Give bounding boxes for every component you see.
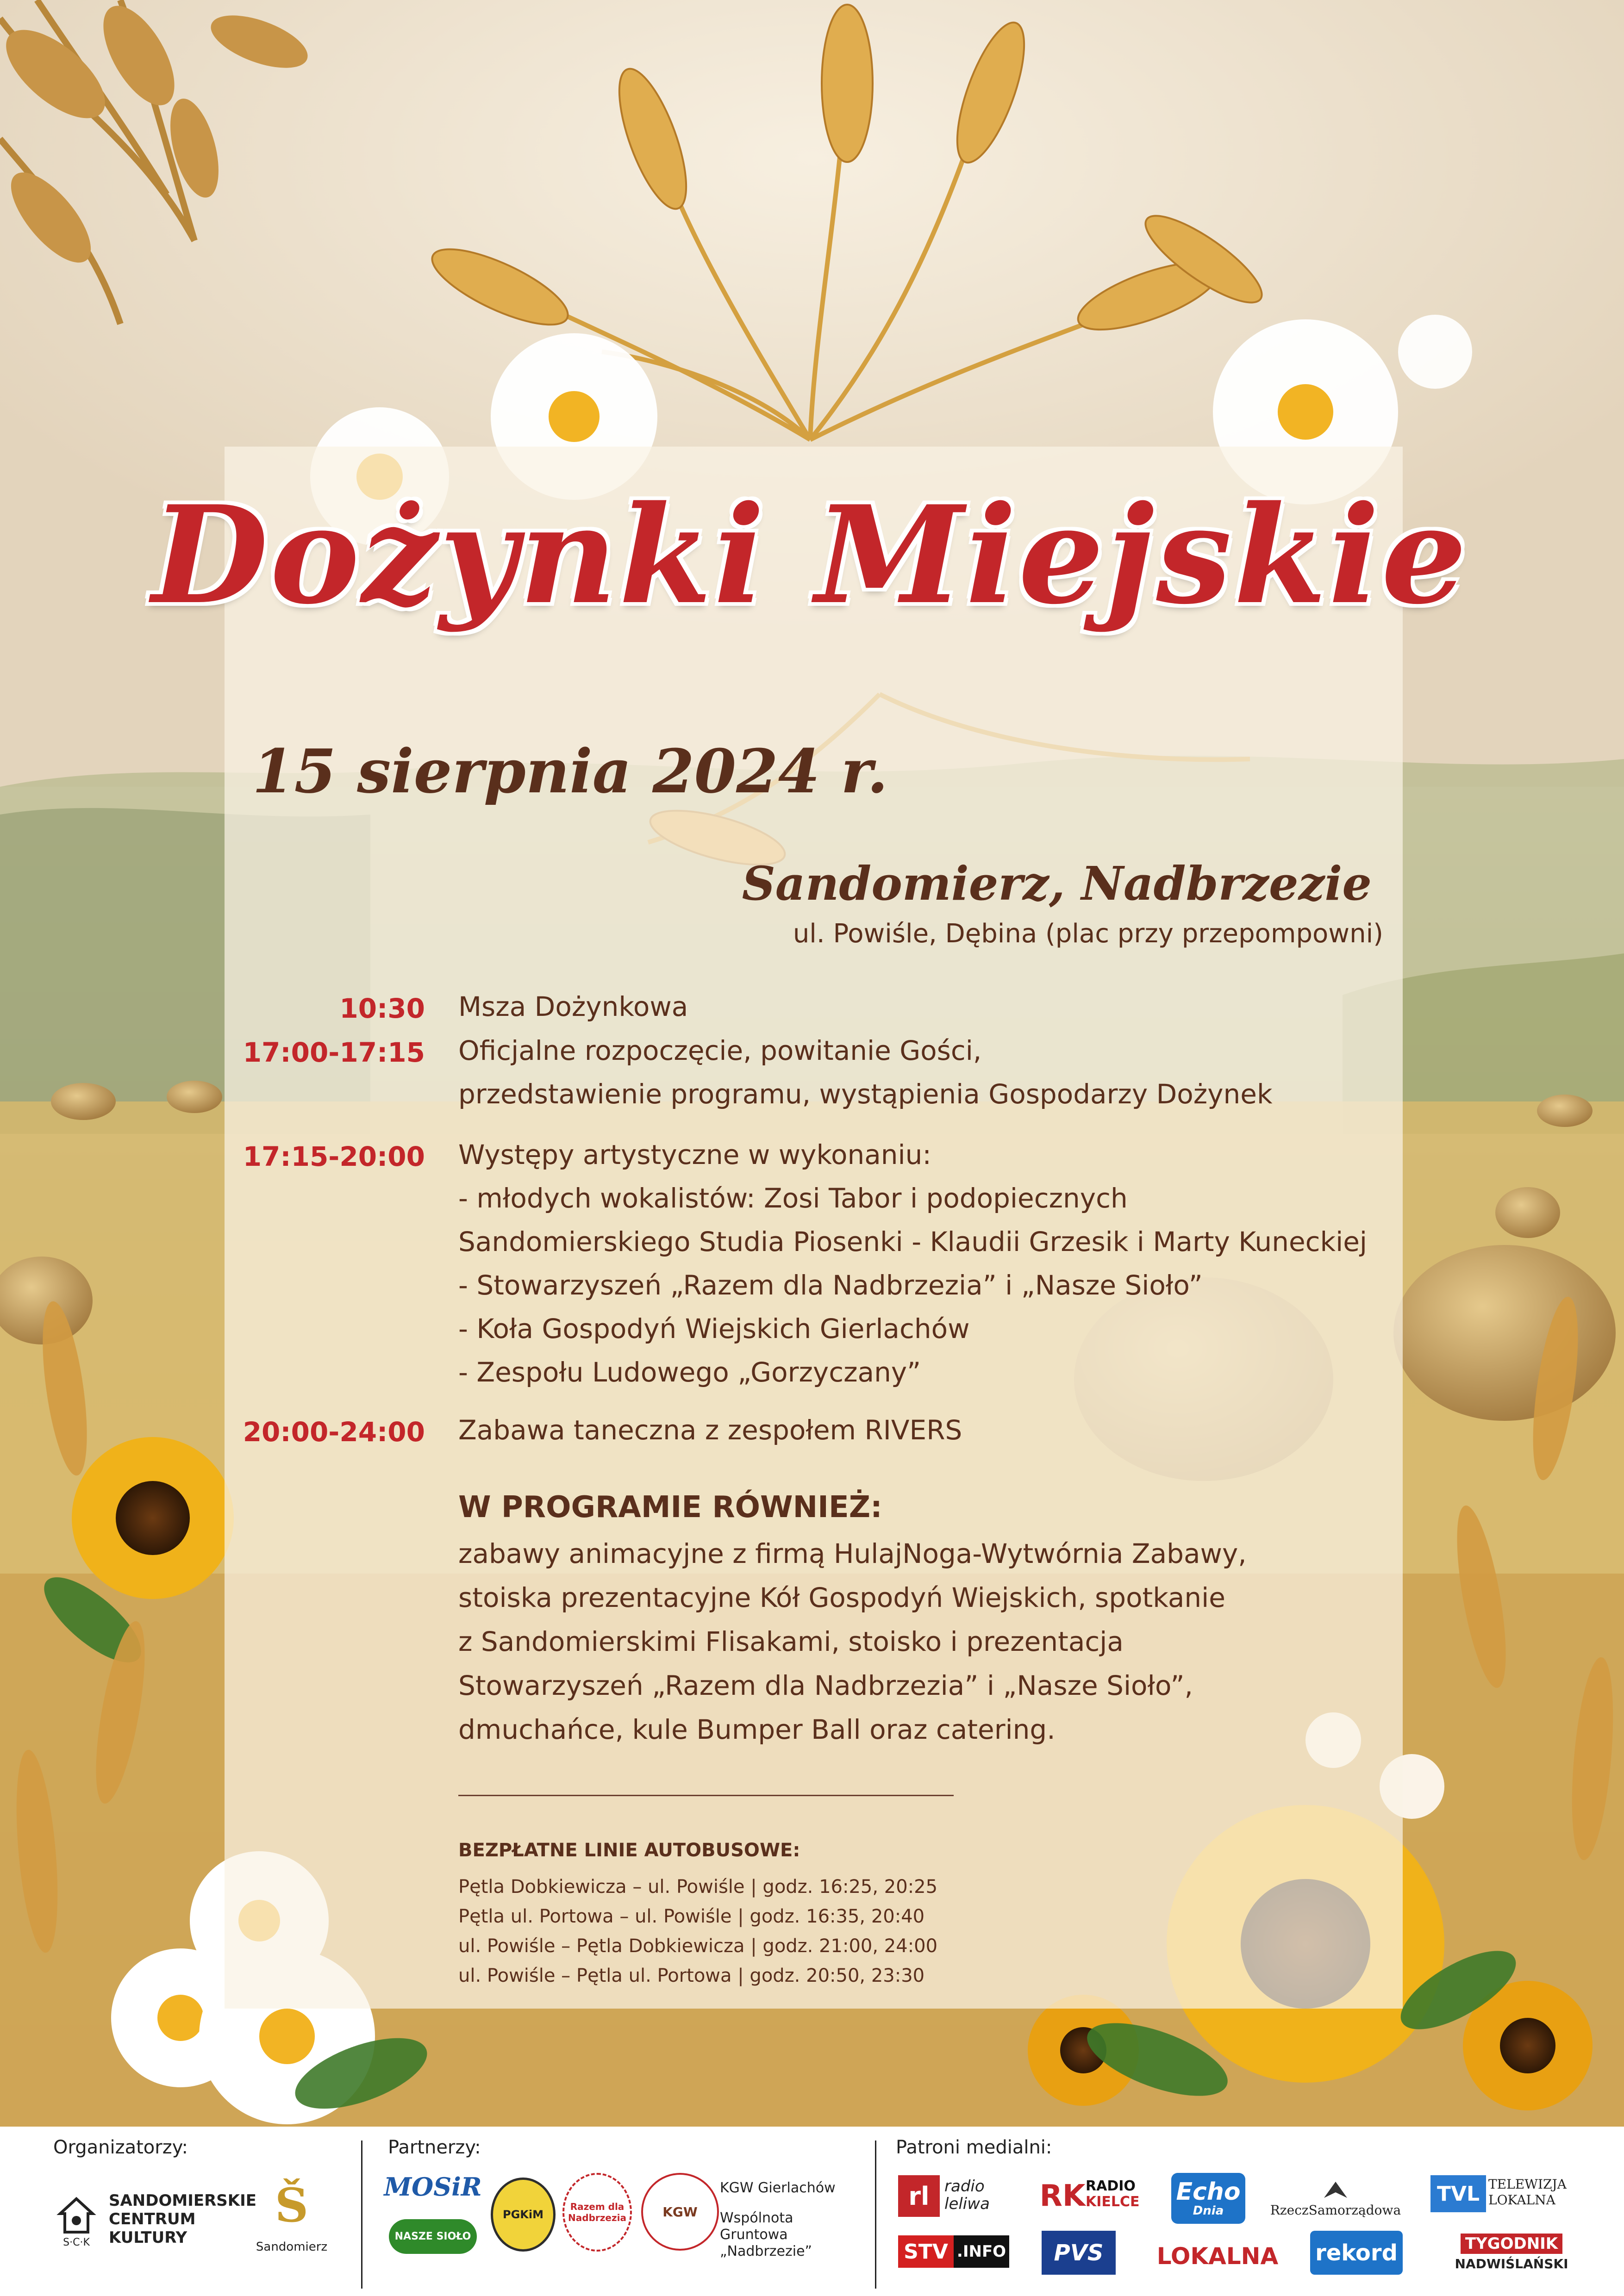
radio-rekord-logo: rekord (1310, 2231, 1403, 2275)
schedule-line: Oficjalne rozpoczęcie, powitanie Gości, (458, 1035, 982, 1066)
tvl-line: LOKALNA (1488, 2192, 1555, 2208)
schedule-line: - Stowarzyszeń „Razem dla Nadbrzezia” i „Nasze Sioło” (458, 1269, 1203, 1301)
bus-line: ul. Powiśle – Pętla Dobkiewicza | godz. 21:00, 24:00 (458, 1935, 938, 1957)
echo-line: Dnia (1193, 2204, 1224, 2218)
tygodnik-line: NADWIŚLAŃSKI (1455, 2256, 1568, 2271)
wspolnota-line: Gruntowa (720, 2227, 788, 2243)
tvl-logo: TVL (1430, 2175, 1486, 2212)
tvl-line: TELEWIZJA (1488, 2177, 1567, 2192)
also-line: zabawy animacyjne z firmą HulajNoga-Wytwórnia Zabawy, (458, 1538, 1247, 1569)
footer-divider (361, 2140, 362, 2289)
radio-leliwa-name (944, 2178, 990, 2213)
sck-name-line: CENTRUM (109, 2210, 196, 2228)
radio-kielce-name (1086, 2178, 1140, 2210)
radio-leliwa-logo: rl (898, 2175, 940, 2217)
schedule-time: 17:00-17:15 (243, 1037, 425, 1068)
tvl-name (1488, 2177, 1567, 2208)
echo-dnia-logo (1171, 2173, 1245, 2224)
bus-lines (458, 1872, 937, 1991)
also-heading: W PROGRAMIE RÓWNIEŻ: (458, 1490, 882, 1524)
schedule-line: Występy artystyczne w wykonaniu: (458, 1139, 931, 1170)
schedule-line: Zabawa taneczna z zespołem RIVERS (458, 1414, 962, 1446)
tygodnik-logo (1451, 2231, 1572, 2277)
radio-kielce-line: RADIO (1086, 2178, 1136, 2194)
schedule-line: przedstawienie programu, wystąpienia Gospodarzy Dożynek (458, 1078, 1273, 1110)
bus-line: Pętla ul. Portowa – ul. Powiśle | godz. 16:35, 20:40 (458, 1906, 925, 1927)
organizers-label: Organizatorzy: (53, 2137, 188, 2158)
page-title: Dożynki Miejskie (151, 477, 1469, 634)
schedule-line: - młodych wokalistów: Zosi Tabor i podopiecznych (458, 1182, 1128, 1214)
mosir-logo: MOSiR (384, 2172, 482, 2202)
sandomierz-logo: Š (275, 2178, 309, 2233)
sandomierz-name: Sandomierz (256, 2240, 328, 2254)
also-line: Stowarzyszeń „Razem dla Nadbrzezia” i „Nasze Sioło”, (458, 1670, 1193, 1701)
nasze-siolo-logo: NASZE SIOŁO (389, 2219, 477, 2254)
bus-line: ul. Powiśle – Pętla ul. Portowa | godz. 20:50, 23:30 (458, 1965, 925, 1986)
event-address: ul. Powiśle, Dębina (plac przy przepompowni) (793, 919, 1383, 949)
schedule-line: Msza Dożynkowa (458, 991, 688, 1022)
schedule-line: Sandomierskiego Studia Piosenki - Klaudii Grzesik i Marty Kuneckiej (458, 1226, 1368, 1257)
kgw-logo: KGW (641, 2173, 719, 2251)
radio-kielce-logo: RK (1039, 2179, 1086, 2213)
also-line: z Sandomierskimi Flisakami, stoisko i prezentacja (458, 1626, 1124, 1657)
kgw-name: KGW Gierlachów (720, 2180, 836, 2196)
radio-leliwa-line: radio (944, 2177, 985, 2196)
echo-line: Echo (1176, 2178, 1241, 2206)
schedule-time: 20:00-24:00 (243, 1416, 425, 1448)
pvs-logo: PVS (1042, 2231, 1116, 2275)
tygodnik-line: TYGODNIK (1461, 2234, 1562, 2254)
schedule-line: - Koła Gospodyń Wiejskich Gierlachów (458, 1313, 970, 1344)
sck-emblem-icon (56, 2195, 97, 2237)
stv-logo: STV (898, 2235, 954, 2268)
also-text (458, 1532, 1247, 1752)
info-logo: .INFO (954, 2235, 1009, 2268)
partners-label: Partnerzy: (388, 2137, 481, 2158)
schedule-line: - Zespołu Ludowego „Gorzyczany” (458, 1356, 921, 1388)
eagle-icon (1322, 2179, 1349, 2203)
footer-divider (875, 2140, 876, 2289)
media-label: Patroni medialni: (896, 2137, 1052, 2158)
pgkim-logo: PGKiM (491, 2178, 556, 2252)
also-line: stoiska prezentacyjne Kół Gospodyń Wiejskich, spotkanie (458, 1582, 1225, 1613)
rzecz-samorzadowa-logo (1270, 2173, 1401, 2224)
sck-name (109, 2191, 256, 2247)
schedule-time: 10:30 (339, 993, 425, 1024)
footer (0, 2127, 1624, 2296)
bus-heading: BEZPŁATNE LINIE AUTOBUSOWE: (458, 1840, 800, 1861)
razem-logo: Razem dla Nadbrzezia (562, 2173, 632, 2252)
schedule-time: 17:15-20:00 (243, 1141, 425, 1172)
wspolnota-line: Wspólnota (720, 2210, 793, 2226)
rzecz-text: RzeczSamorządowa (1270, 2202, 1401, 2218)
sck-abbr: S·C·K (63, 2236, 90, 2248)
also-line: dmuchańce, kule Bumper Ball oraz catering. (458, 1714, 1056, 1745)
sck-logo (51, 2187, 102, 2256)
divider (458, 1795, 954, 1796)
sck-name-line: SANDOMIERSKIE (109, 2191, 256, 2210)
wspolnota-name (720, 2210, 812, 2260)
event-location: Sandomierz, Nadbrzezie (742, 856, 1372, 911)
radio-kielce-line: KIELCE (1086, 2194, 1140, 2210)
bus-line: Pętla Dobkiewicza – ul. Powiśle | godz. 16:25, 20:25 (458, 1876, 938, 1898)
radio-leliwa-line: leliwa (944, 2195, 990, 2213)
lokalna-logo: LOKALNA (1156, 2243, 1279, 2270)
wspolnota-line: „Nadbrzezie” (720, 2243, 812, 2259)
sck-name-line: KULTURY (109, 2228, 187, 2247)
event-date: 15 sierpnia 2024 r. (252, 736, 888, 807)
